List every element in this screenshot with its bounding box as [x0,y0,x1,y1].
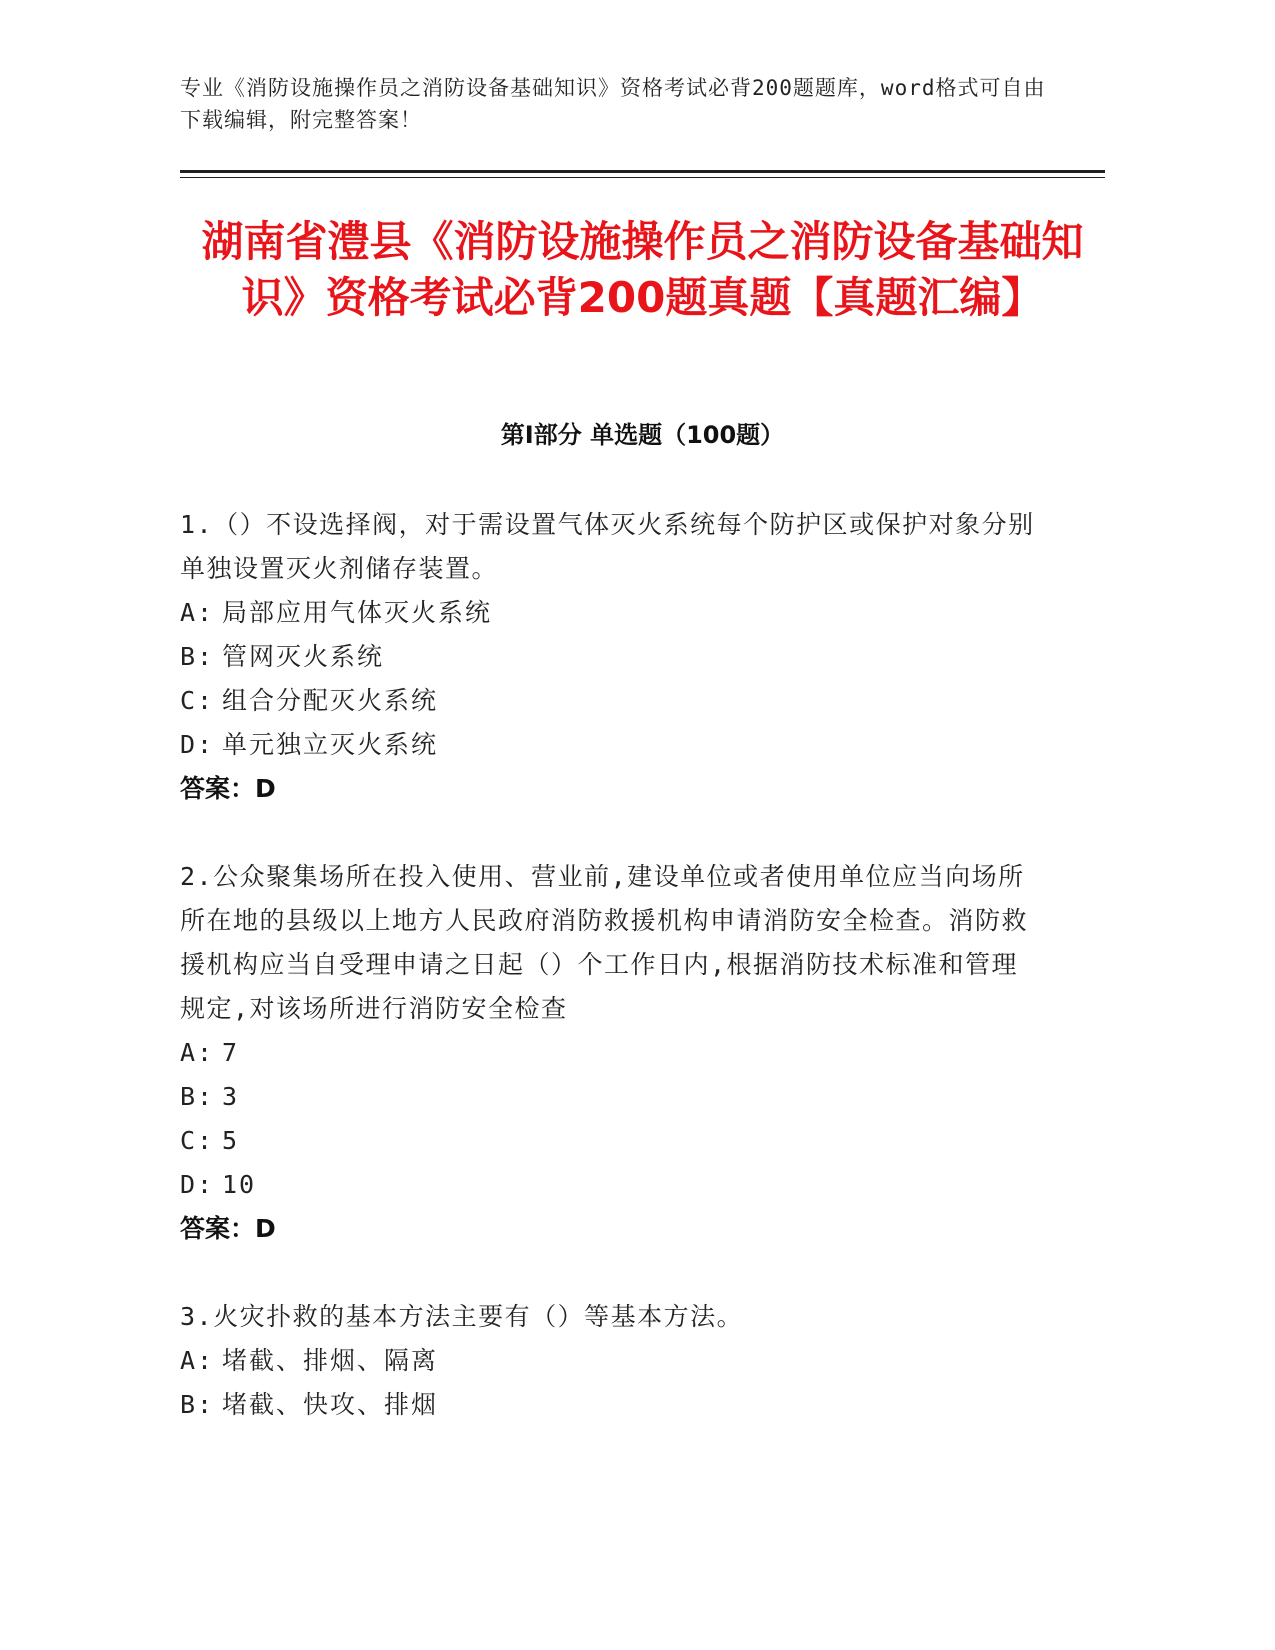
option-letter: D: [180,1170,215,1199]
question-list [180,503,1040,1471]
option-c [180,1119,1040,1163]
header-divider-thin [180,177,1105,178]
option-letter: B: [180,642,215,671]
option-letter: B: [180,1390,215,1419]
option-text: 堵截、排烟、隔离 [222,1346,439,1375]
option-text: 管网灭火系统 [222,642,385,671]
option-letter: A: [180,1346,215,1375]
option-c [180,679,1040,723]
option-a [180,1031,1040,1075]
option-b [180,1383,1040,1427]
option-letter: B: [180,1082,215,1111]
option-a [180,591,1040,635]
question-stem: 1.（）不设选择阀，对于需设置气体灭火系统每个防护区或保护对象分别单独设置灭火剂储存装置。 [180,510,1035,583]
question-2 [180,855,1040,1251]
option-letter: A: [180,598,215,627]
option-text: 堵截、快攻、排烟 [222,1390,439,1419]
section-heading: 第I部分 单选题（100题） [500,421,785,449]
option-text: 7 [222,1038,240,1067]
option-d [180,723,1040,767]
answer-line: 答案：D [180,774,276,803]
answer-line: 答案：D [180,1214,276,1243]
option-letter: D: [180,730,215,759]
option-text: 局部应用气体灭火系统 [222,598,493,627]
document-title: 湖南省澧县《消防设施操作员之消防设备基础知识》资格考试必背200题真题【真题汇编】 [201,217,1084,322]
question-1 [180,503,1040,811]
question-stem: 3.火灾扑救的基本方法主要有（）等基本方法。 [180,1302,744,1331]
option-text: 单元独立灭火系统 [222,730,439,759]
option-letter: A: [180,1038,215,1067]
option-b [180,1075,1040,1119]
header-note: 专业《消防设施操作员之消防设备基础知识》资格考试必背200题题库，word格式可自由下载编辑，附完整答案！ [180,76,1046,132]
option-a [180,1339,1040,1383]
option-b [180,635,1040,679]
header-divider-thick [180,170,1105,173]
option-text: 5 [222,1126,240,1155]
question-3 [180,1295,1040,1427]
option-text: 3 [222,1082,240,1111]
option-d [180,1163,1040,1207]
option-letter: C: [180,686,215,715]
question-stem: 2.公众聚集场所在投入使用、营业前,建设单位或者使用单位应当向场所所在地的县级以上地方人民政府消防救援机构申请消防安全检查。消防救援机构应当自受理申请之日起（）个工作日内,根据消防技术标准和管理规定,对该场所进行消防安全检查 [180,862,1029,1023]
option-text: 10 [222,1170,257,1199]
option-letter: C: [180,1126,215,1155]
option-text: 组合分配灭火系统 [222,686,439,715]
